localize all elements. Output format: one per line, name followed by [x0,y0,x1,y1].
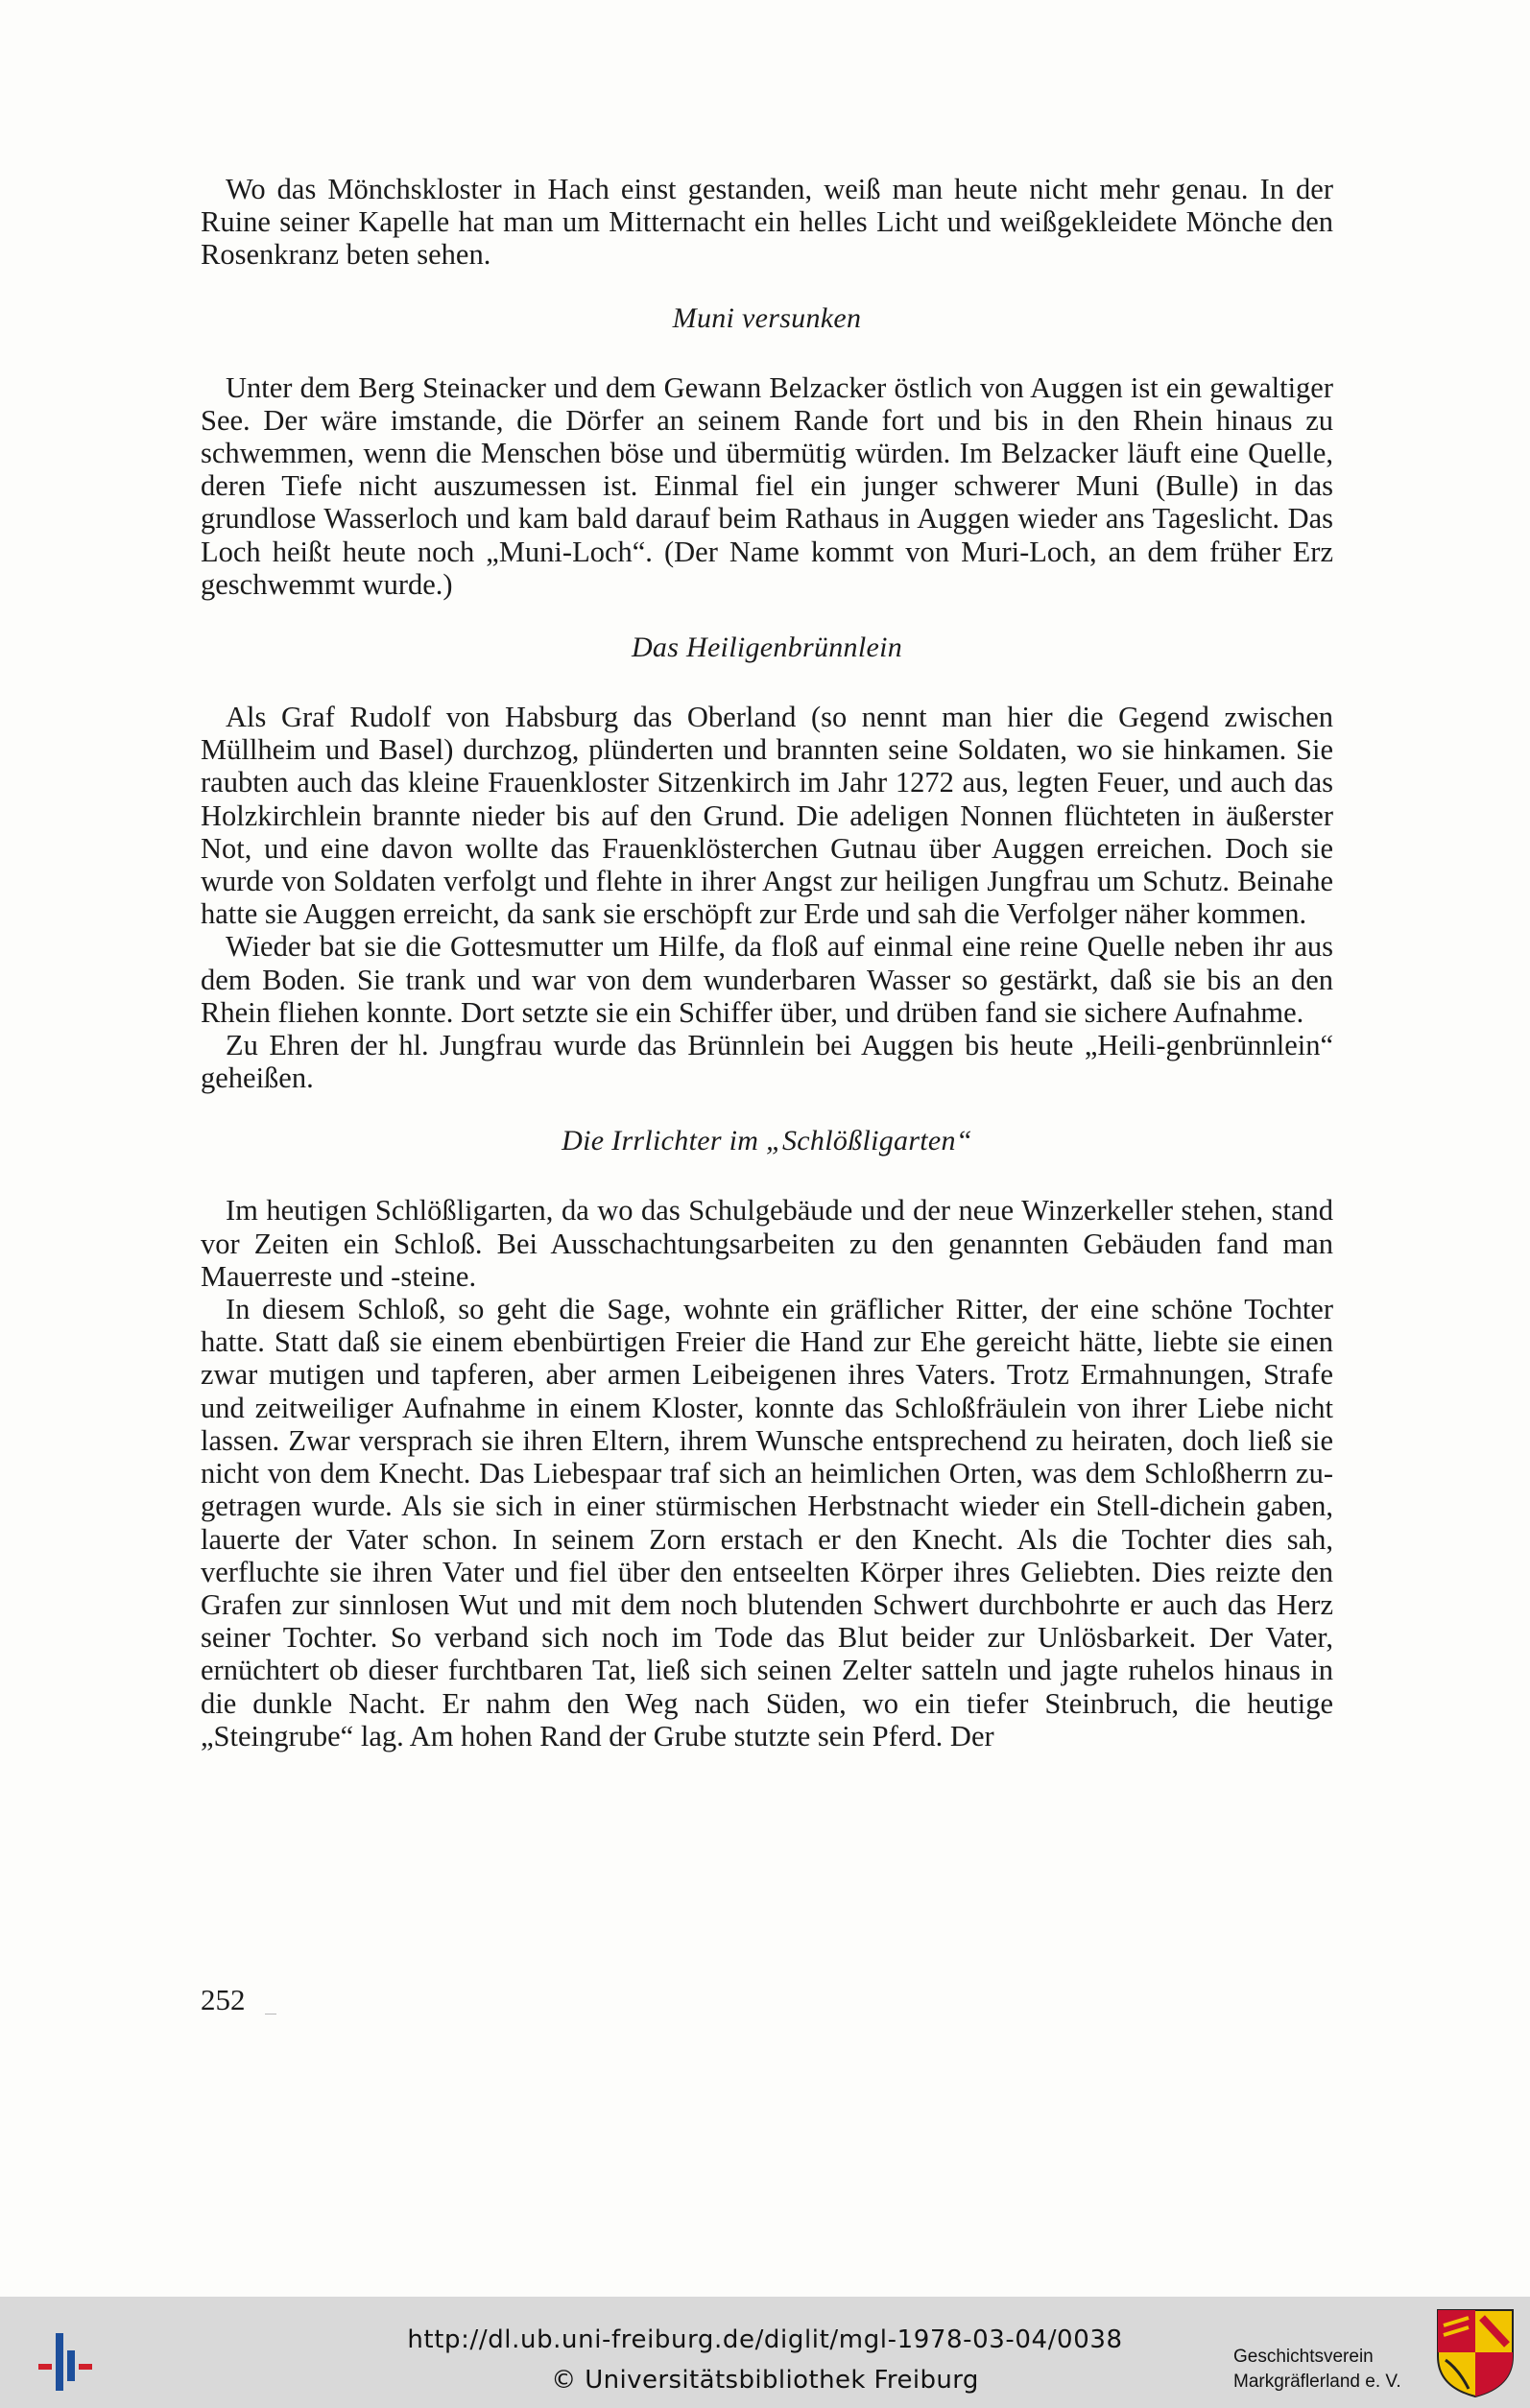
heading-heiligenbruennlein: Das Heiligenbrünnlein [631,632,903,664]
paragraph-irrlichter-1: Im heutigen Schlößligarten, da wo das Schulgebäude und der neue Winzerkeller stehen, stand vor Zeiten ein Schloß. Bei Ausschachtungsarbeiten zu den genannten Gebäuden fand man Mauerreste und -steine. [201,1194,1333,1293]
heading-muni-versunken: Muni versunken [672,301,862,334]
paragraph-irrlichter-2: In diesem Schloß, so geht die Sage, wohnte ein gräflicher Ritter, der eine schöne Tochter hatte. Statt daß sie einem ebenbürtigen Freier die Hand zur Ehe gereicht hätte, liebte sie einen zwar mutigen und tapferen, aber armen Leibeigenen ihres Vaters. Trotz Ermahnungen, Strafe und zeitweiliger Aufnahme in einem Kloster, konnte das Schloßfräulein von ihrer Liebe nicht lassen. Zwar versprach sie ihren Eltern, ihrem Wunsche entsprechend zu heiraten, doch ließ sie nicht von dem Knecht. Das Liebespaar traf sich an heimlichen Orten, was dem Schloßherrn zu-getragen wurde. Als sie sich in einer stürmischen Herbstnacht wieder ein Stell-dichein gaben, lauerte der Vater schon. In seinem Zorn erstach er den Knecht. Als die Tochter dies sah, verfluchte sie ihren Vater und fiel über den entseelten Körper ihres Geliebten. Dies reizte den Grafen zur sinnlosen Wut und mit dem noch blutenden Schwert durchbohrte er auch das Herz seiner Tochter. So verband sich noch im Tode das Blut beider zur Unlösbarkeit. Der Vater, ernüchtert ob dieser furchtbaren Tat, ließ sich seinen Zelter satteln und jagte ruhelos hinaus in die dunkle Nacht. Er nahm den Weg nach Süden, wo ein tiefer Steinbruch, die heutige „Steingrube“ lag. Am hohen Rand der Grube stutzte sein Pferd. Der [201,1293,1333,1752]
society-name-line2: Markgräflerland e. V. [1233,2372,1401,2392]
paragraph-intro: Wo das Mönchskloster in Hach einst gestanden, weiß man heute nicht mehr genau. In der Ruine seiner Kapelle hat man um Mitternacht ein helles Licht und weißgekleidete Mönche den Rosenkranz beten sehen. [201,173,1333,272]
footer-bar [0,2297,1530,2408]
society-name [1233,2345,1401,2395]
page-number: 252 [201,1983,246,2016]
heading-irrlichter: Die Irrlichter im „Schlößligarten“ [562,1125,972,1157]
paragraph-heiligen-1: Als Graf Rudolf von Habsburg das Oberland (so nennt man hier die Gegend zwischen Müllheim und Basel) durchzog, plünderten und brannten seine Soldaten, wo sie hinkamen. Sie raubten auch das kleine Frauenkloster Sitzenkirch im Jahr 1272 aus, legten Feuer, und auch das Holzkirchlein brannte nieder bis auf den Grund. Die adeligen Nonnen flüchteten in äußerster Not, und eine davon wollte das Frauenklösterchen Gutnau über Auggen erreichen. Doch sie wurde von Soldaten verfolgt und flehte in ihrer Angst zur heiligen Jungfrau um Schutz. Beinahe hatte sie Auggen erreicht, da sank sie erschöpft zur Erde und sah die Verfolger näher kommen. [201,701,1333,931]
paragraph-muni: Unter dem Berg Steinacker und dem Gewann Belzacker östlich von Auggen ist ein gewaltiger See. Der wäre imstande, die Dörfer an seinem Rande fort und bis in den Rhein hinaus zu schwemmen, wenn die Menschen böse und übermütig würden. Im Belzacker läuft eine Quelle, deren Tiefe nicht auszumessen ist. Einmal fiel ein junger schwerer Muni (Bulle) in das grundlose Wasserloch und kam bald darauf beim Rathaus in Auggen wieder ans Tageslicht. Das Loch heißt heute noch „Muni-Loch“. (Der Name kommt von Muri-Loch, an dem früher Erz geschwemmt wurde.) [201,370,1333,601]
paragraph-heiligen-2: Wieder bat sie die Gottesmutter um Hilfe, da floß auf einmal eine reine Quelle neben ihr aus dem Boden. Sie trank und war von dem wunderbaren Wasser so gestärkt, daß sie bis an den Rhein fliehen konnte. Dort setzte sie ein Schiffer über, und drüben fand sie sichere Aufnahme. [201,930,1333,1029]
markgraeflerland-crest-icon [1434,2306,1517,2398]
society-name-line1: Geschichtsverein [1233,2347,1374,2367]
page-text [201,173,1333,1752]
copyright-notice: © Universitätsbibliothek Freiburg [551,2366,979,2395]
paragraph-heiligen-3: Zu Ehren der hl. Jungfrau wurde das Brünnlein bei Auggen bis heute „Heili-genbrünnlein“ geheißen. [201,1029,1333,1095]
page-number-mark [265,2014,276,2015]
source-url-link[interactable]: http://dl.ub.uni-freiburg.de/diglit/mgl-1978-03-04/0038 [407,2325,1123,2354]
